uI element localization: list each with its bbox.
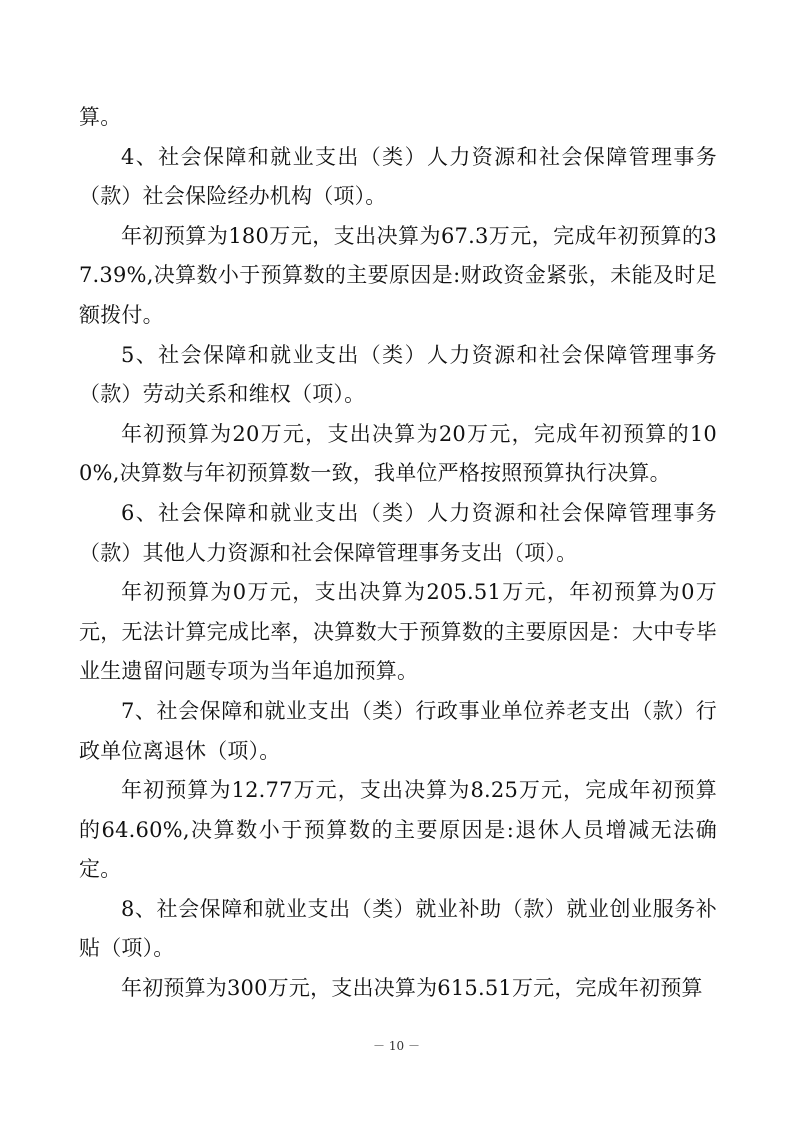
page-number: － 10 － <box>373 1039 420 1053</box>
body-text <box>79 98 717 1009</box>
paragraph-item-6-heading: 6、社会保障和就业支出（类）人力资源和社会保障管理事务（款）其他人力资源和社会保障管理事务支出（项）。 <box>79 500 717 565</box>
paragraph-item-7-heading: 7、社会保障和就业支出（类）行政事业单位养老支出（款）行政单位离退休（项）。 <box>79 698 717 763</box>
paragraph-item-4-heading: 4、社会保障和就业支出（类）人力资源和社会保障管理事务（款）社会保险经办机构（项）。 <box>79 144 717 209</box>
paragraph-item-5-detail: 年初预算为20万元，支出决算为20万元，完成年初预算的100%,决算数与年初预算数一致，我单位严格按照预算执行决算。 <box>79 421 717 486</box>
paragraph-continuation: 算。 <box>79 105 122 129</box>
paragraph-item-8-detail: 年初预算为300万元，支出决算为615.51万元，完成年初预算 <box>121 976 703 1001</box>
paragraph-item-8-heading: 8、社会保障和就业支出（类）就业补助（款）就业创业服务补贴（项）。 <box>79 896 717 961</box>
paragraph-item-4-detail: 年初预算为180万元，支出决算为67.3万元，完成年初预算的37.39%,决算数小于预算数的主要原因是:财政资金紧张，未能及时足额拨付。 <box>79 223 717 327</box>
paragraph-item-6-detail: 年初预算为0万元，支出决算为205.51万元，年初预算为0万元，无法计算完成比率，决算数大于预算数的主要原因是：大中专毕业生遗留问题专项为当年追加预算。 <box>79 580 717 684</box>
paragraph-item-5-heading: 5、社会保障和就业支出（类）人力资源和社会保障管理事务（款）劳动关系和维权（项）。 <box>79 342 717 407</box>
paragraph-item-7-detail: 年初预算为12.77万元，支出决算为8.25万元，完成年初预算的64.60%,决算数小于预算数的主要原因是:退休人员增减无法确定。 <box>79 778 717 882</box>
